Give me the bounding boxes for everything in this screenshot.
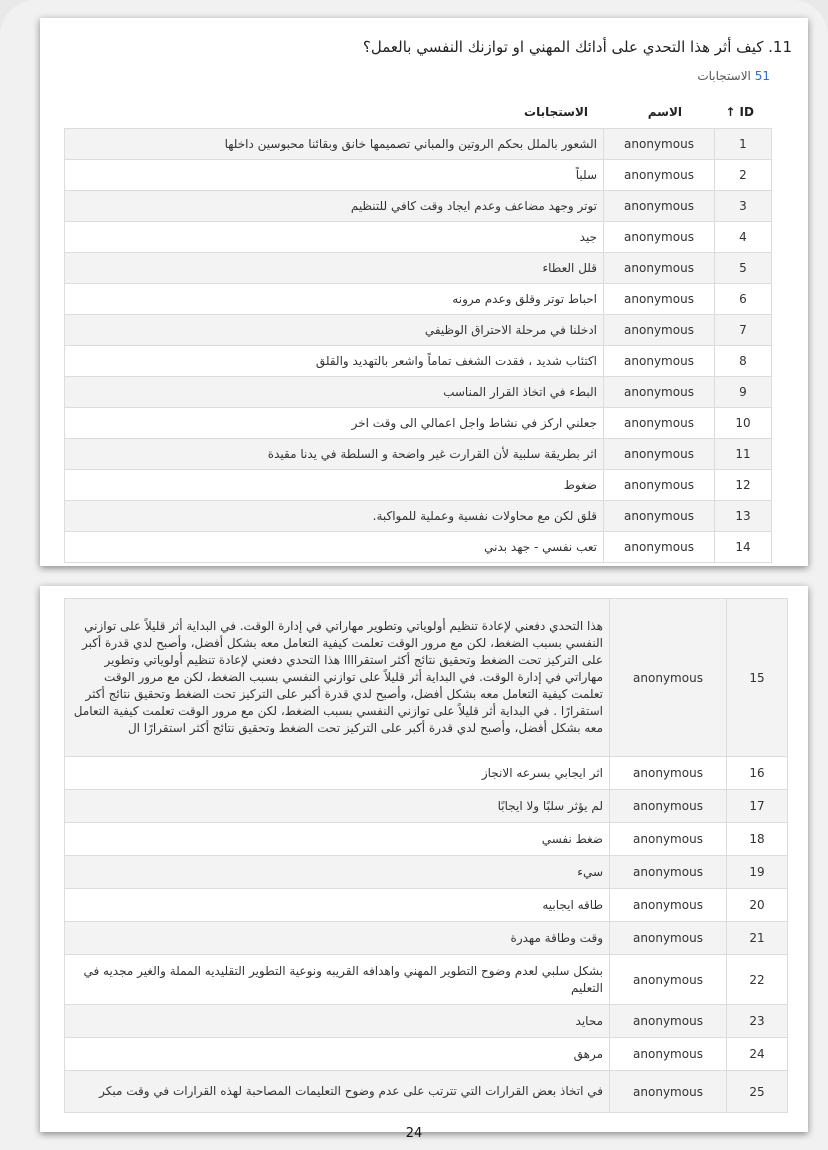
table-row[interactable] <box>65 790 788 823</box>
table-header <box>64 98 772 129</box>
respondent-name: anonymous <box>610 823 727 856</box>
response-id: 13 <box>715 501 772 532</box>
response-id: 4 <box>715 222 772 253</box>
responses-panel-top <box>40 18 808 566</box>
respondent-name: anonymous <box>604 377 715 408</box>
response-text: سيء <box>65 856 610 889</box>
response-text: بشكل سلبي لعدم وضوح التطوير المهني واهدافه القريبه ونوعية التطوير التقليديه المملة والغير مجديه في التعليم <box>65 955 610 1005</box>
table-row[interactable] <box>65 284 772 315</box>
table-row[interactable] <box>65 253 772 284</box>
respondent-name: anonymous <box>610 1071 727 1113</box>
response-text: لم يؤثر سلبًا ولا ايجابًا <box>65 790 610 823</box>
respondent-name: anonymous <box>604 129 715 160</box>
respondent-name: anonymous <box>610 955 727 1005</box>
response-text: في اتخاذ بعض القرارات التي تترتب على عدم وضوح التعليمات المصاحبة لهذه القرارات في وقت مبكر <box>65 1071 610 1113</box>
response-id: 19 <box>727 856 788 889</box>
column-header-id[interactable]: ↑ ID <box>725 105 754 119</box>
table-row[interactable] <box>65 1005 788 1038</box>
column-header-name[interactable]: الاسم <box>647 105 682 119</box>
table-row[interactable] <box>65 599 788 757</box>
table-row[interactable] <box>65 1038 788 1071</box>
table-row[interactable] <box>65 129 772 160</box>
response-id: 5 <box>715 253 772 284</box>
table-row[interactable] <box>65 222 772 253</box>
respondent-name: anonymous <box>604 408 715 439</box>
respondent-name: anonymous <box>604 532 715 563</box>
responses-panel-bottom <box>40 586 808 1132</box>
response-id: 23 <box>727 1005 788 1038</box>
response-count-number[interactable]: 51 <box>754 69 770 83</box>
response-id: 15 <box>727 599 788 757</box>
response-id: 24 <box>727 1038 788 1071</box>
response-id: 17 <box>727 790 788 823</box>
response-text: قلل العطاء <box>65 253 604 284</box>
response-id: 14 <box>715 532 772 563</box>
response-text: سلباً <box>65 160 604 191</box>
table-row[interactable] <box>65 377 772 408</box>
response-text: اثر ايجابي بسرعه الانجاز <box>65 757 610 790</box>
table-row[interactable] <box>65 757 788 790</box>
response-text: اثر بطريقة سلبية لأن القرارت غير واضحة و السلطة في يدنا مقيدة <box>65 439 604 470</box>
response-id: 6 <box>715 284 772 315</box>
respondent-name: anonymous <box>604 253 715 284</box>
response-id: 7 <box>715 315 772 346</box>
responses-table-top <box>64 128 772 563</box>
respondent-name: anonymous <box>610 889 727 922</box>
respondent-name: anonymous <box>604 346 715 377</box>
response-id: 20 <box>727 889 788 922</box>
response-text: احباط توتر وقلق وعدم مرونه <box>65 284 604 315</box>
column-header-responses[interactable]: الاستجابات <box>524 105 588 119</box>
respondent-name: anonymous <box>604 501 715 532</box>
response-id: 3 <box>715 191 772 222</box>
response-id: 12 <box>715 470 772 501</box>
respondent-name: anonymous <box>610 757 727 790</box>
response-text: جيد <box>65 222 604 253</box>
response-id: 10 <box>715 408 772 439</box>
response-text: البطء في اتخاذ القرار المناسب <box>65 377 604 408</box>
table-row[interactable] <box>65 889 788 922</box>
table-row[interactable] <box>65 922 788 955</box>
response-text: الشعور بالملل بحكم الروتين والمباني تصميمها خانق وبقائنا محبوسين داخلها <box>65 129 604 160</box>
respondent-name: anonymous <box>610 599 727 757</box>
response-id: 22 <box>727 955 788 1005</box>
table-row[interactable] <box>65 408 772 439</box>
table-row[interactable] <box>65 501 772 532</box>
response-id: 18 <box>727 823 788 856</box>
response-id: 25 <box>727 1071 788 1113</box>
response-text: ضغوط <box>65 470 604 501</box>
respondent-name: anonymous <box>604 470 715 501</box>
response-id: 1 <box>715 129 772 160</box>
table-row[interactable] <box>65 191 772 222</box>
response-id: 9 <box>715 377 772 408</box>
respondent-name: anonymous <box>610 1038 727 1071</box>
table-row[interactable] <box>65 346 772 377</box>
response-text: مرهق <box>65 1038 610 1071</box>
response-text: قلق لكن مع محاولات نفسية وعملية للمواكبة. <box>65 501 604 532</box>
respondent-name: anonymous <box>610 922 727 955</box>
response-text: محايد <box>65 1005 610 1038</box>
response-id: 11 <box>715 439 772 470</box>
table-row[interactable] <box>65 160 772 191</box>
respondent-name: anonymous <box>604 284 715 315</box>
response-id: 21 <box>727 922 788 955</box>
respondent-name: anonymous <box>610 790 727 823</box>
table-row[interactable] <box>65 856 788 889</box>
table-row[interactable] <box>65 439 772 470</box>
table-row[interactable] <box>65 823 788 856</box>
response-text: ضغط نفسي <box>65 823 610 856</box>
response-text: تعب نفسي - جهد بدني <box>65 532 604 563</box>
respondent-name: anonymous <box>604 315 715 346</box>
response-id: 8 <box>715 346 772 377</box>
response-id: 16 <box>727 757 788 790</box>
page-number: 24 <box>405 1126 423 1141</box>
respondent-name: anonymous <box>604 439 715 470</box>
response-text: طاقه ايجابيه <box>65 889 610 922</box>
respondent-name: anonymous <box>604 222 715 253</box>
response-text: ادخلنا في مرحلة الاحتراق الوظيفي <box>65 315 604 346</box>
response-count <box>697 69 770 83</box>
response-text: توتر وجهد مضاعف وعدم ايجاد وقت كافي للتنظيم <box>65 191 604 222</box>
respondent-name: anonymous <box>610 856 727 889</box>
responses-table-bottom <box>64 598 788 1113</box>
respondent-name: anonymous <box>604 191 715 222</box>
table-row[interactable] <box>65 532 772 563</box>
table-row[interactable] <box>65 470 772 501</box>
response-text: جعلني اركز في نشاط واجل اعمالي الى وقت اخر <box>65 408 604 439</box>
response-text: وقت وطاقة مهدرة <box>65 922 610 955</box>
table-row[interactable] <box>65 1071 788 1113</box>
respondent-name: anonymous <box>610 1005 727 1038</box>
table-row[interactable] <box>65 955 788 1005</box>
response-id: 2 <box>715 160 772 191</box>
response-text: هذا التحدي دفعني لإعادة تنظيم أولوياتي وتطوير مهاراتي في إدارة الوقت. في البداية أثر قليلاً على توازني النفسي بسبب الضغط، لكن مع مرور الوقت تعلمت كيفية التعامل معه بشكل أفضل، وأصبح لدي قدرة أكبر على التركيز تحت الضغط وتحقيق نتائج أكثر استقراااا هذا التحدي دفعني لإعادة تنظيم أولوياتي وتطوير مهاراتي في إدارة الوقت. في البداية أثر قليلاً على توازني النفسي بسبب الضغط، لكن مع مرور الوقت تعلمت كيفية التعامل معه بشكل أفضل، وأصبح لدي قدرة أكبر على التركيز تحت الضغط وتحقيق نتائج أكثر استقرارًا . في البداية أثر قليلاً على توازني النفسي بسبب الضغط، لكن مع مرور الوقت تعلمت كيفية التعامل معه بشكل أفضل، وأصبح لدي قدرة أكبر على التركيز تحت الضغط وتحقيق نتائج أكثر استقرارًا ال <box>65 599 610 757</box>
response-text: اكتئاب شديد ، فقدت الشغف تماماً واشعر بالتهديد والقلق <box>65 346 604 377</box>
question-title: 11. كيف أثر هذا التحدي على أدائك المهني او توازنك النفسي بالعمل؟ <box>362 38 792 56</box>
table-row[interactable] <box>65 315 772 346</box>
response-count-label: الاستجابات <box>697 69 751 83</box>
respondent-name: anonymous <box>604 160 715 191</box>
